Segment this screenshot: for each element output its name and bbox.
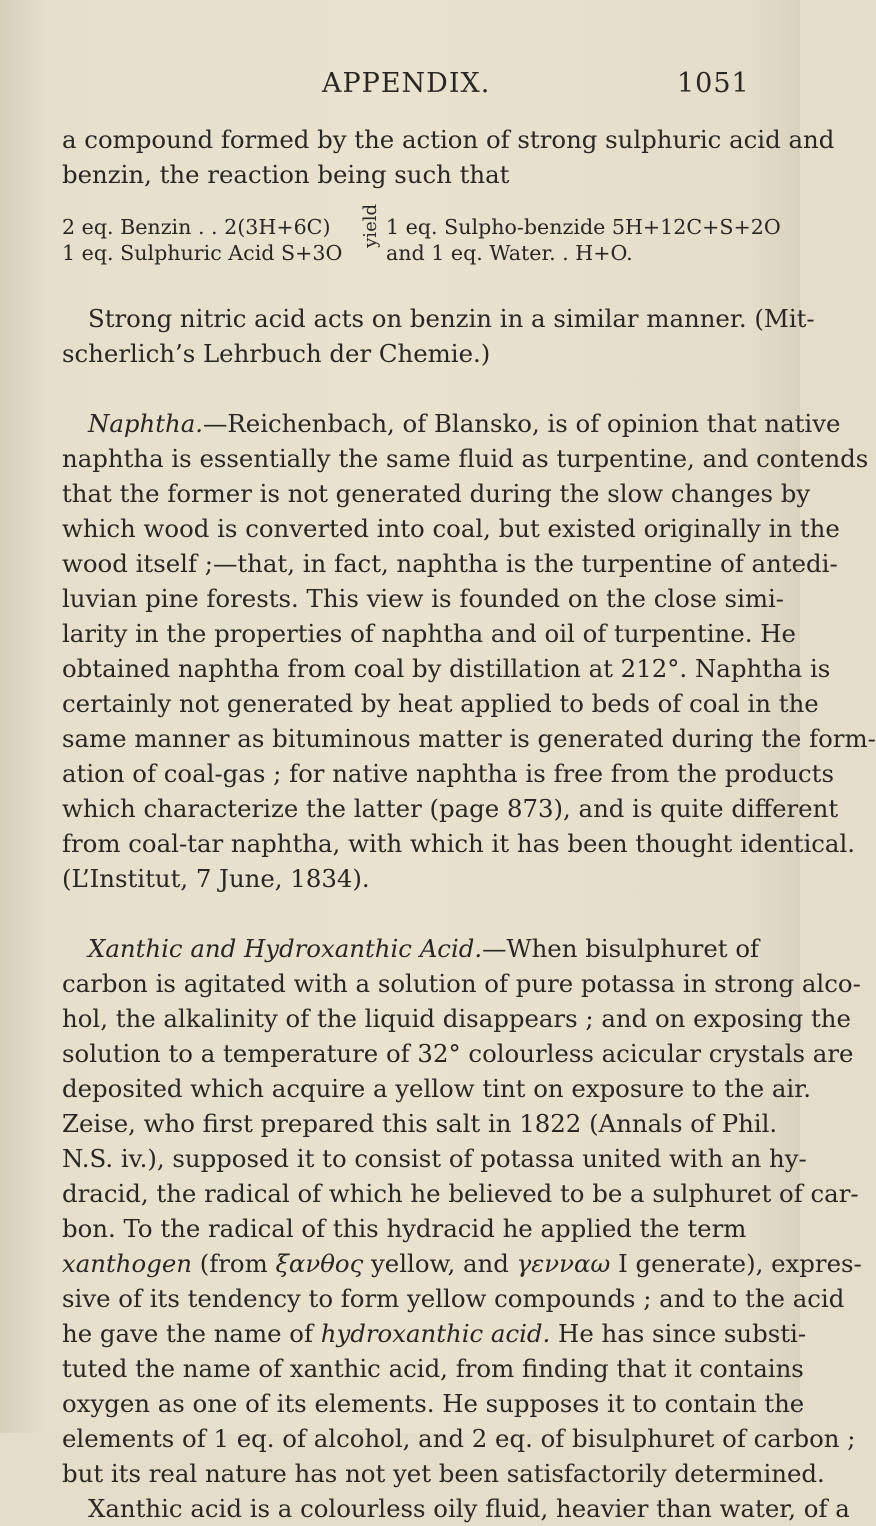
page-number: 1051: [677, 68, 750, 99]
text-line: benzin, the reaction being such that: [62, 160, 510, 189]
text-line: that the former is not generated during the slow changes by: [62, 479, 811, 508]
text-line: Xanthic acid is a colourless oily fluid, heavier than water, of a: [88, 1494, 850, 1523]
xanthic-heading: Xanthic and Hydroxanthic Acid.: [88, 934, 483, 963]
naphtha-heading: Naphtha.: [88, 409, 204, 438]
equation-right-1: 1 eq. Sulpho-benzide 5H+12C+S+2O: [386, 215, 781, 239]
text-line: certainly not generated by heat applied to beds of coal in the: [62, 689, 819, 718]
text-line: wood itself ;—that, in fact, naphtha is the turpentine of antedi-: [62, 549, 838, 578]
equation-left-1: 2 eq. Benzin . . 2(3H+6C): [62, 215, 331, 239]
text-line: from coal-tar naphtha, with which it has been thought identical.: [62, 829, 856, 858]
text-fragment: (from: [191, 1249, 276, 1278]
text-line: obtained naphtha from coal by distillation at 212°. Naphtha is: [62, 654, 831, 683]
text-fragment: yellow, and: [363, 1249, 517, 1278]
naphtha-first-line: [62, 406, 841, 441]
text-line: Strong nitric acid acts on benzin in a similar manner. (Mit-: [88, 304, 815, 333]
text-line: but its real nature has not yet been satisfactorily determined.: [62, 1459, 825, 1488]
text-line: ation of coal-gas ; for native naphtha is free from the products: [62, 759, 834, 788]
text-line: naphtha is essentially the same fluid as turpentine, and contends: [62, 444, 869, 473]
equation-right-2: and 1 eq. Water. . H+O.: [386, 241, 633, 265]
text-fragment: I generate), expres-: [610, 1249, 862, 1278]
text-line: Zeise, who first prepared this salt in 1822 (Annals of Phil.: [62, 1109, 778, 1138]
page-body: [62, 122, 876, 1526]
naphtha-first-text: —Reichenbach, of Blansko, is of opinion that native: [203, 409, 841, 438]
greek-word: γενναω: [516, 1249, 611, 1278]
text-line: solution to a temperature of 32° colourless acicular crystals are: [62, 1039, 854, 1068]
running-head: [0, 68, 800, 104]
greek-word: ξανθος: [275, 1249, 364, 1278]
text-line: deposited which acquire a yellow tint on exposure to the air.: [62, 1074, 811, 1103]
reaction-equation: [62, 196, 781, 266]
text-line: which wood is converted into coal, but existed originally in the: [62, 514, 840, 543]
running-title: APPENDIX.: [322, 68, 491, 99]
text-line: a compound formed by the action of strong sulphuric acid and: [62, 125, 835, 154]
hydroxanthic-line: [62, 1316, 807, 1351]
text-line: carbon is agitated with a solution of pure potassa in strong alco-: [62, 969, 861, 998]
text-line: same manner as bituminous matter is generated during the form-: [62, 724, 876, 753]
text-line: sive of its tendency to form yellow compounds ; and to the acid: [62, 1284, 845, 1313]
text-line: oxygen as one of its elements. He supposes it to contain the: [62, 1389, 805, 1418]
text-line: elements of 1 eq. of alcohol, and 2 eq. of bisulphuret of carbon ;: [62, 1424, 856, 1453]
xanthogen-term: xanthogen: [62, 1249, 192, 1278]
text-line: N.S. iv.), supposed it to consist of potassa united with an hy-: [62, 1144, 807, 1173]
text-line: hol, the alkalinity of the liquid disappears ; and on exposing the: [62, 1004, 851, 1033]
text-line: larity in the properties of naphtha and oil of turpentine. He: [62, 619, 796, 648]
xanthic-first-line: [62, 931, 760, 966]
text-line: luvian pine forests. This view is founded on the close simi-: [62, 584, 785, 613]
xanthic-first-text: —When bisulphuret of: [482, 934, 760, 963]
text-line: bon. To the radical of this hydracid he applied the term: [62, 1214, 747, 1243]
text-line: which characterize the latter (page 873), and is quite different: [62, 794, 839, 823]
text-line: scherlich’s Lehrbuch der Chemie.): [62, 339, 491, 368]
text-line: tuted the name of xanthic acid, from finding that it contains: [62, 1354, 804, 1383]
text-fragment: He has since substi-: [550, 1319, 807, 1348]
text-fragment: he gave the name of: [62, 1319, 321, 1348]
xanthogen-line: [62, 1246, 862, 1281]
equation-yield: yield: [360, 204, 381, 248]
text-line: dracid, the radical of which he believed to be a sulphuret of car-: [62, 1179, 859, 1208]
hydroxanthic-term: hydroxanthic acid.: [320, 1319, 551, 1348]
equation-left-2: 1 eq. Sulphuric Acid S+3O: [62, 241, 343, 265]
text-line: (L’Institut, 7 June, 1834).: [62, 864, 370, 893]
